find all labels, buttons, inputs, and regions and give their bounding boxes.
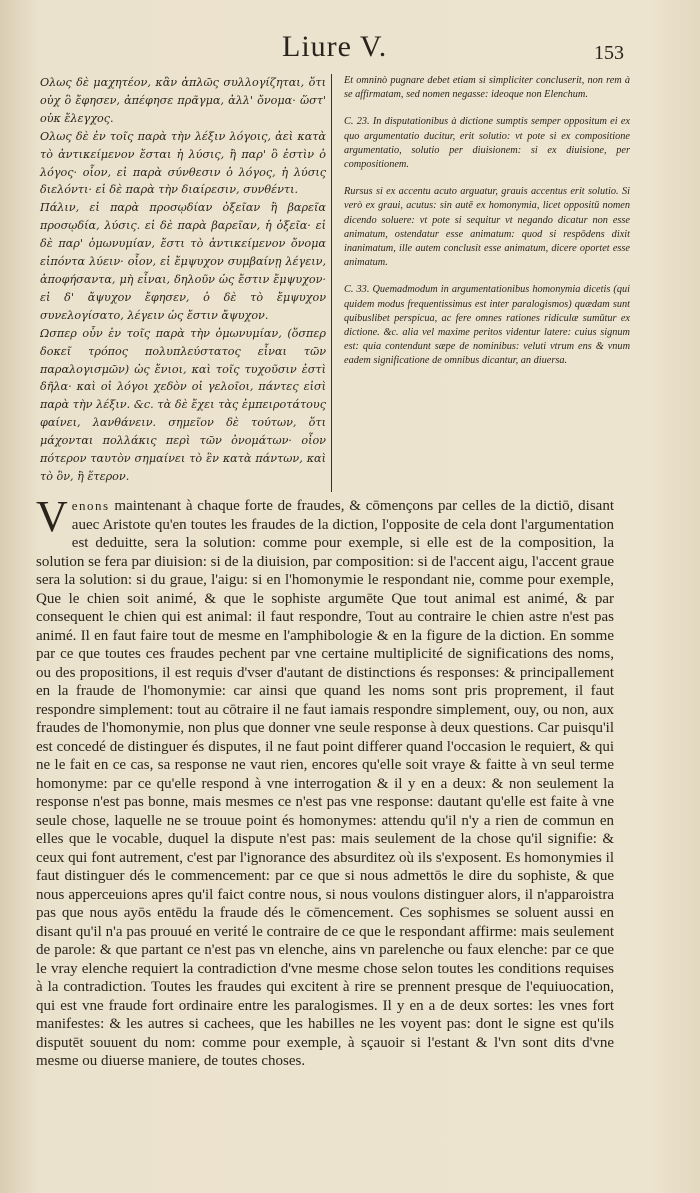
greek-paragraph: Ολως δὲ ἐν τοῖς παρὰ τὴν λέξιν λόγοις, ἀεὶ κατὰ τὸ ἀντικείμενον ἔσται ἡ λύσις, ἢ παρ' ὃ ἐστὶν ὁ λόγος· οἷον, εἰ παρὰ σύνθεσιν ὁ λόγος, ἡ λύσις διελόντι· εἰ δὲ παρὰ τὴν διαίρεσιν, συνθέντι. (40, 129, 326, 197)
drop-cap: V (36, 492, 68, 541)
page-number: 153 (594, 42, 624, 64)
greek-paragraph: Πάλιν, εἰ παρὰ προσῳδίαν ὀξεῖαν ἢ βαρεῖα προσῳδία, λύσις. εἰ δὲ παρὰ βαρεῖαν, ἡ ὀξεῖα· εἰ δὲ παρ' ὁμωνυμίαν, ἔστι τὸ ἀντικείμενον ὄνομα εἰπόντα λύειν· οἷον, εἰ ἔμψυχον συμβαίνῃ λέγειν, ἀποφήσαντα, μὴ εἶναι, δηλοῦν ὡς ἔστιν ἔμψυχον· εἰ δ' ἄψυχον ἔφησεν, ὁ δὲ τὸ ἔμψυχον συνελογίσατο, λέγειν ὡς ἔστιν ἄψυχον. (40, 201, 326, 322)
greek-paragraph: Ολως δὲ μαχητέον, κἂν ἁπλῶς συλλογίζηται, ὅτι οὐχ ὃ ἔφησεν, ἀπέφησε πρᾶγμα, ἀλλ' ὄνομα· ὥστ' οὐκ ἔλεγχος. (40, 76, 326, 125)
latin-paragraph: C. 23. In disputationibus à dictione sumptis semper oppositum ei ex quo argumentatio ducitur, erit solutio: vt pote si ex compositione argumentatio, solutio per diuisionem: si ex diuisione, per compositionem. (344, 116, 630, 171)
french-paragraph (36, 492, 614, 1071)
page-header (0, 30, 700, 70)
latin-paragraph: C. 33. Quemadmodum in argumentationibus homonymia dicetis (qui quidem modus frequentissimus est inter paralogismos) quædam sunt quibuslibet perspicua, ac fere omnes rationes ridiculæ sumūtur ex dictione. &c. alia vel maxime peritos videntur latere: cuius signum est: quia contendunt sæpe de nominibus: veluti vtrum ens & vnum eadem significatione de omnibus dicantur, an diuersa. (344, 284, 630, 367)
latin-paragraph: Rursus si ex accentu acuto arguatur, grauis accentus erit solutio. Si verò ex graui, acutus: sin autē ex homonymia, licet oppositū nomen dicendo soluere: vt pote si sequitur vt negando dicatur non esse animatum, ostendatur esse animatum: quod si respōdens dixit inanimatum, ille autem conclusit esse animatum, dicere oportet esse animatum. (344, 186, 630, 269)
running-head: Liure V. (282, 30, 388, 63)
latin-paragraph: Et omninò pugnare debet etiam si simpliciter concluserit, non rem à se affirmatam, sed nomen negasse: ideoque non Elenchum. (344, 75, 630, 101)
latin-column (344, 74, 630, 382)
greek-paragraph: Ωσπερ οὖν ἐν τοῖς παρὰ τὴν ὁμωνυμίαν, (ὅσπερ δοκεῖ τρόπος πολυπλεύστατος εἶναι τῶν παραλογισμῶν) ὡς ἔνιοι, καὶ τοῖς τυχοῦσιν ἐστὶ δῆλα· καὶ οἱ λόγοι χεδὸν οἱ γελοῖοι, πάντες εἰσὶ παρὰ τὴν λέξιν. &c. τὰ δὲ ἔχει τὰς ἐμπειροτάτους φαίνει, λανθάνειν. σημεῖον δὲ τούτων, ὅτι μάχονται πολλάκις περὶ τῶν ὀνομάτων· οἷον πότερον ταυτὸν σημαίνει τὸ ἓν κατὰ πάντων, καὶ τὸ ὂν, ἢ ἕτερον. (40, 326, 326, 483)
french-body: maintenant à chaque forte de fraudes, & cōmençons par celles de la dictiō, disant auec Aristote qu'en toutes les fraudes de la diction, l'opposite de cela dont l'argumentation est deduitte, sera la solution: comme pour exemple, si elle est de la composition, la solution se fera par diuision: si de la diuision, par composition: si de l'accent aigu, l'accent graue sera la solution: si du graue, l'aigu: si en l'homonymie le respondant nie, comme pour exemple, Que le chien soit animé, & que le sophiste argumēte Que tout animal est animé, & par consequent le chien qui est animal: il faut respondre, Tout au contraire le chien astre n'est pas animé. Il en faut faire tout de mesme en l'amphibologie & en la figure de la diction. En somme par ce que toutes ces fraudes pechent par vne certaine multiplicité de significations des noms, ou des propositions, il est requis d'vser d'autant de distinctions és responses: & principallement en la fraude de l'homonymie: car ainsi que quand les noms sont pris proprement, il faut respondre simplement: tout au cōtraire il ne faut iamais respondre simplement, ouy, ou non, aux fraudes de l'homonymie, non plus que donner vne seule response à deux questions. Car puisqu'il est concedé de distinguer és disputes, il ne faut point differer quand l'occasion le requiert, & qui ne le fait en ce cas, sa response ne vaut rien, encores qu'elle soit vraye & faitte à vn seul terme homonyme: par ce qu'elle respond à vne interrogation & il y en a deux: & non seulement la response n'est pas bonne, mais mesmes ce n'est pas vne response: dautant qu'elle est faite à vne seule chose, laquelle ne se trouue point és homonymes: attendu qu'il n'y a rien de commun en elles que le vocable, duquel la dispute n'est pas: mais seulement de la chose qu'il signifie: & ceux qui font autrement, c'est par l'ignorance des absurditez où ils s'exposent. Es homonymies il faut distinguer dés le commencement: par ce que si nous admettōs le dire du sophiste, & que nous apperceuions apres qu'il faict contre nous, si nous voulons distinguer alors, il n'apparoistra pas que nous ayōs entēdu la fraude dés le cōmencement. Ces sophismes se soluent aussi en disant qu'il n'a pas prouué en verité le contraire de ce que le respondant affirme: mais seulement de parole: & que partant ce n'est pas vn elenche, ains vn parelenche ou faux elenche: par ce que le vray elenche requiert la contradiction d'vne mesme chose selon toutes les conditions requises à la contradiction. Toutes les fraudes qui excitent à rire se prennent presque de l'equiuocation, qui est vne fraude fort ordinaire entre les paralogismes. Il y en a de deux sortes: les vnes fort manifestes: & les autres si cachees, que les habilles ne les voyent pas: dont le signe est qu'ils disputēt souuent du nom: comme pour exemple, à sçauoir si l'estant & l'vn sont dits d'vne mesme ou diuerse maniere, de toutes choses. (36, 498, 614, 1069)
column-divider (331, 74, 332, 492)
french-commentary (36, 492, 614, 1071)
opening-word: enons (71, 498, 110, 513)
greek-column (40, 74, 326, 486)
